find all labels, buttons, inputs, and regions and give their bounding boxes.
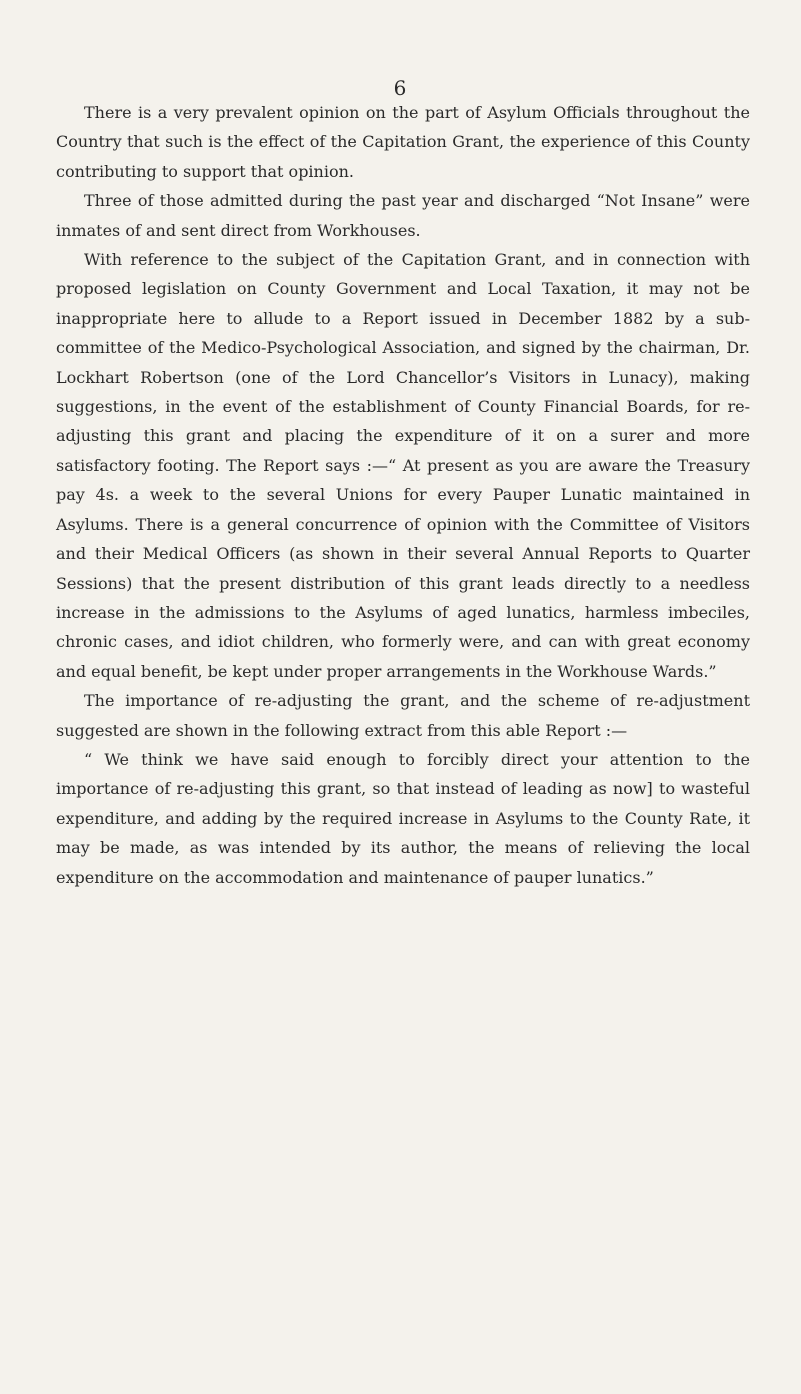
paragraph-capitation-grant-report: With reference to the subject of the Capitation Grant, and in connection with proposed legislation on County Government and Local Taxation, it may not be inappropriate here to allude to a Report issued in December 1882 by a sub-committee of the Medico-Psychological Association, and signed by the chairman, Dr. Lockhart Robertson (one of the Lord Chancellor’s Visitors in Lunacy), making suggestions, in the event of the establishment of County Financial Boards, for re-adjusting this grant and placing the expenditure of it on a surer and more satisfactory footing. The Report says :—“ At present as you are aware the Treasury pay 4s. a week to the several Unions for every Pauper Lunatic maintained in Asylums. There is a general concurrence of opinion with the Committee of Visitors and their Medical Officers (as shown in their several Annual Reports to Quarter Sessions) that the present distribution of this grant leads directly to a needless increase in the admissions to the Asylums of aged lunatics, harmless imbeciles, chronic cases, and idiot children, who formerly were, and can with great economy and equal benefit, be kept under proper arrangements in the Workhouse Wards.” xyxy=(56,250,750,681)
body-text xyxy=(56,98,750,892)
paragraph-readjustment-importance: The importance of re-adjusting the grant, and the scheme of re-adjustment suggested are shown in the following extract from this able Report :— xyxy=(56,691,750,740)
page-number: 6 xyxy=(393,76,408,100)
paragraph-report-extract-quote: “ We think we have said enough to forcibly direct your attention to the importance of re-adjusting this grant, so that instead of leading as now] to wasteful expenditure, and adding by the required increase in Asylums to the County Rate, it may be made, as was intended by its author, the means of relieving the local expenditure on the accommodation and maintenance of pauper lunatics.” xyxy=(56,749,750,887)
paragraph-asylum-opinion: There is a very prevalent opinion on the part of Asylum Officials throughout the Country that such is the effect of the Capitation Grant, the experience of this County contributing to support that opinion. xyxy=(56,103,750,181)
paragraph-not-insane: Three of those admitted during the past year and discharged “Not Insane” were inmates of and sent direct from Workhouses. xyxy=(56,191,750,240)
